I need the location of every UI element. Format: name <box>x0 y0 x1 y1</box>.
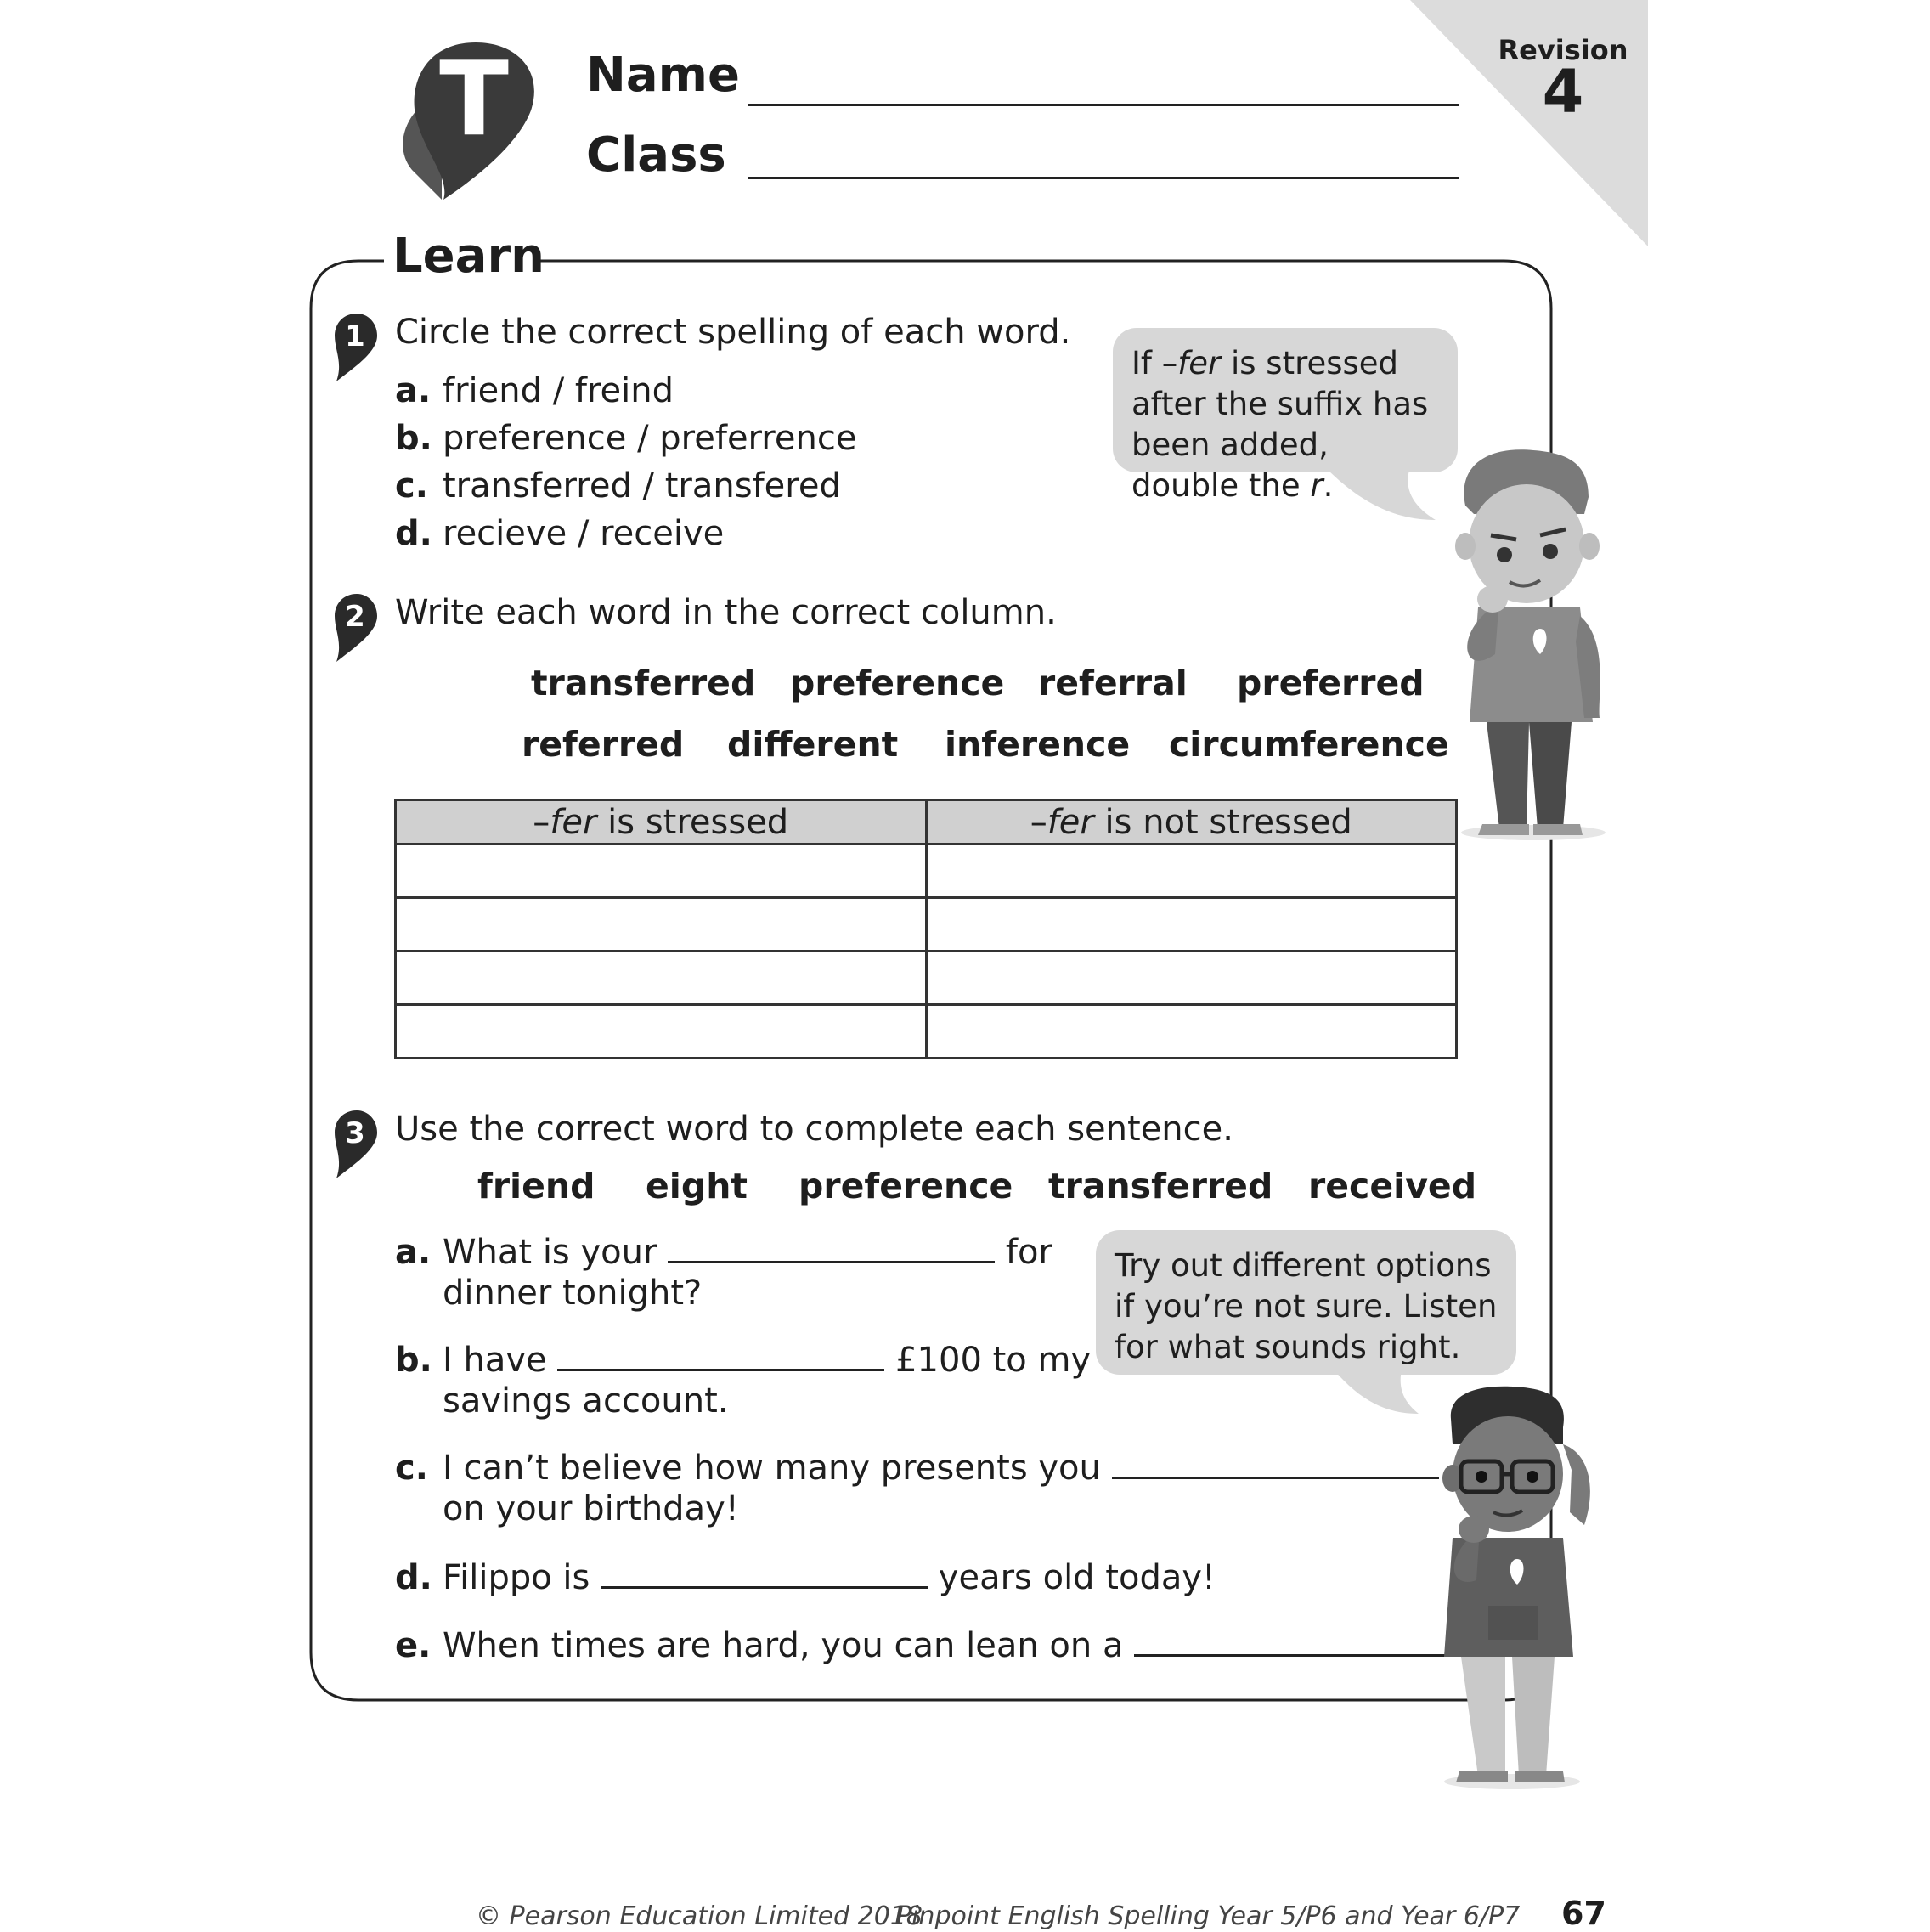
word-bank-item: transferred <box>1048 1166 1273 1206</box>
word-bank-item: different <box>727 724 899 765</box>
table-cell[interactable] <box>926 1005 1457 1059</box>
table-cell[interactable] <box>926 952 1457 1005</box>
word-bank-item: preference <box>799 1166 1013 1206</box>
q3-item-a-line2: dinner tonight? <box>443 1274 703 1313</box>
tip-bubble-1: If –fer is stressed after the suffix has been added, double the r. <box>1113 328 1458 472</box>
svg-text:2: 2 <box>345 600 365 634</box>
column-header-stressed: –fer is stressed <box>396 800 927 845</box>
word-bank-item: received <box>1308 1166 1477 1206</box>
boy-illustration-1 <box>1448 446 1618 845</box>
q3-item-d: d. Filippo is years old today! <box>395 1558 1216 1597</box>
q1-item-b[interactable]: b. preference / preferrence <box>395 419 857 458</box>
number-badge-1 <box>333 312 381 383</box>
table-cell[interactable] <box>926 898 1457 952</box>
svg-text:3: 3 <box>345 1116 365 1150</box>
boy-illustration-2 <box>1427 1385 1606 1793</box>
answer-blank[interactable] <box>1134 1629 1461 1657</box>
q3-item-c-line2: on your birthday! <box>443 1489 739 1528</box>
table-cell[interactable] <box>396 845 927 898</box>
answer-blank[interactable] <box>557 1343 884 1371</box>
table-cell[interactable] <box>396 952 927 1005</box>
revision-number: 4 <box>1542 57 1584 127</box>
q3-item-c: c. I can’t believe how many presents you <box>395 1448 1439 1489</box>
word-bank-item: referred <box>522 724 685 765</box>
class-label: Class <box>586 127 726 183</box>
q1-prompt: Circle the correct spelling of each word. <box>395 313 1071 352</box>
section-title: Learn <box>392 229 545 284</box>
word-bank-item: friend <box>477 1166 595 1206</box>
number-badge-3 <box>333 1109 381 1180</box>
number-badge-2 <box>333 592 381 664</box>
table-cell[interactable] <box>396 1005 927 1059</box>
tip-bubble-1-tail <box>1325 467 1444 527</box>
class-field[interactable] <box>748 177 1459 179</box>
name-label: Name <box>586 48 740 103</box>
word-bank-item: transferred <box>531 663 756 703</box>
word-bank-item: circumference <box>1169 724 1449 765</box>
word-bank-item: referral <box>1038 663 1188 703</box>
name-field[interactable] <box>748 104 1459 106</box>
column-header-not-stressed: –fer is not stressed <box>926 800 1457 845</box>
answer-blank[interactable] <box>668 1235 995 1263</box>
word-bank-item: eight <box>646 1166 748 1206</box>
sort-table <box>394 799 1458 1059</box>
footer-book-title: Pinpoint English Spelling Year 5/P6 and Year 6/P7 <box>896 1901 1521 1931</box>
q1-item-a[interactable]: a. friend / freind <box>395 371 674 410</box>
q3-item-a: a. What is your for <box>395 1233 1052 1272</box>
word-bank-item: inference <box>945 724 1131 765</box>
t-logo-icon <box>391 34 544 204</box>
word-bank-item: preference <box>790 663 1005 703</box>
answer-blank[interactable] <box>601 1561 928 1589</box>
q3-prompt: Use the correct word to complete each sentence. <box>395 1110 1233 1149</box>
answer-blank[interactable] <box>1112 1451 1439 1479</box>
table-cell[interactable] <box>396 898 927 952</box>
svg-text:1: 1 <box>345 319 365 353</box>
q3-item-e: e. When times are hard, you can lean on a <box>395 1625 1472 1666</box>
q3-item-b: b. I have £100 to my <box>395 1341 1092 1380</box>
page-number: 67 <box>1561 1895 1606 1932</box>
word-bank-item: preferred <box>1237 663 1425 703</box>
revision-label: Revision <box>1498 34 1628 66</box>
q1-item-c[interactable]: c. transferred / transfered <box>395 466 841 506</box>
q3-item-b-line2: savings account. <box>443 1381 729 1421</box>
logo-letter: T <box>439 41 509 159</box>
tip-bubble-2: Try out different options if you’re not sure. Listen for what sounds right. <box>1096 1230 1516 1375</box>
q1-item-d[interactable]: d. recieve / receive <box>395 514 725 553</box>
tip-bubble-2-tail <box>1334 1370 1427 1421</box>
footer-copyright: © Pearson Education Limited 2018 <box>476 1901 923 1931</box>
table-cell[interactable] <box>926 845 1457 898</box>
q2-prompt: Write each word in the correct column. <box>395 593 1057 632</box>
